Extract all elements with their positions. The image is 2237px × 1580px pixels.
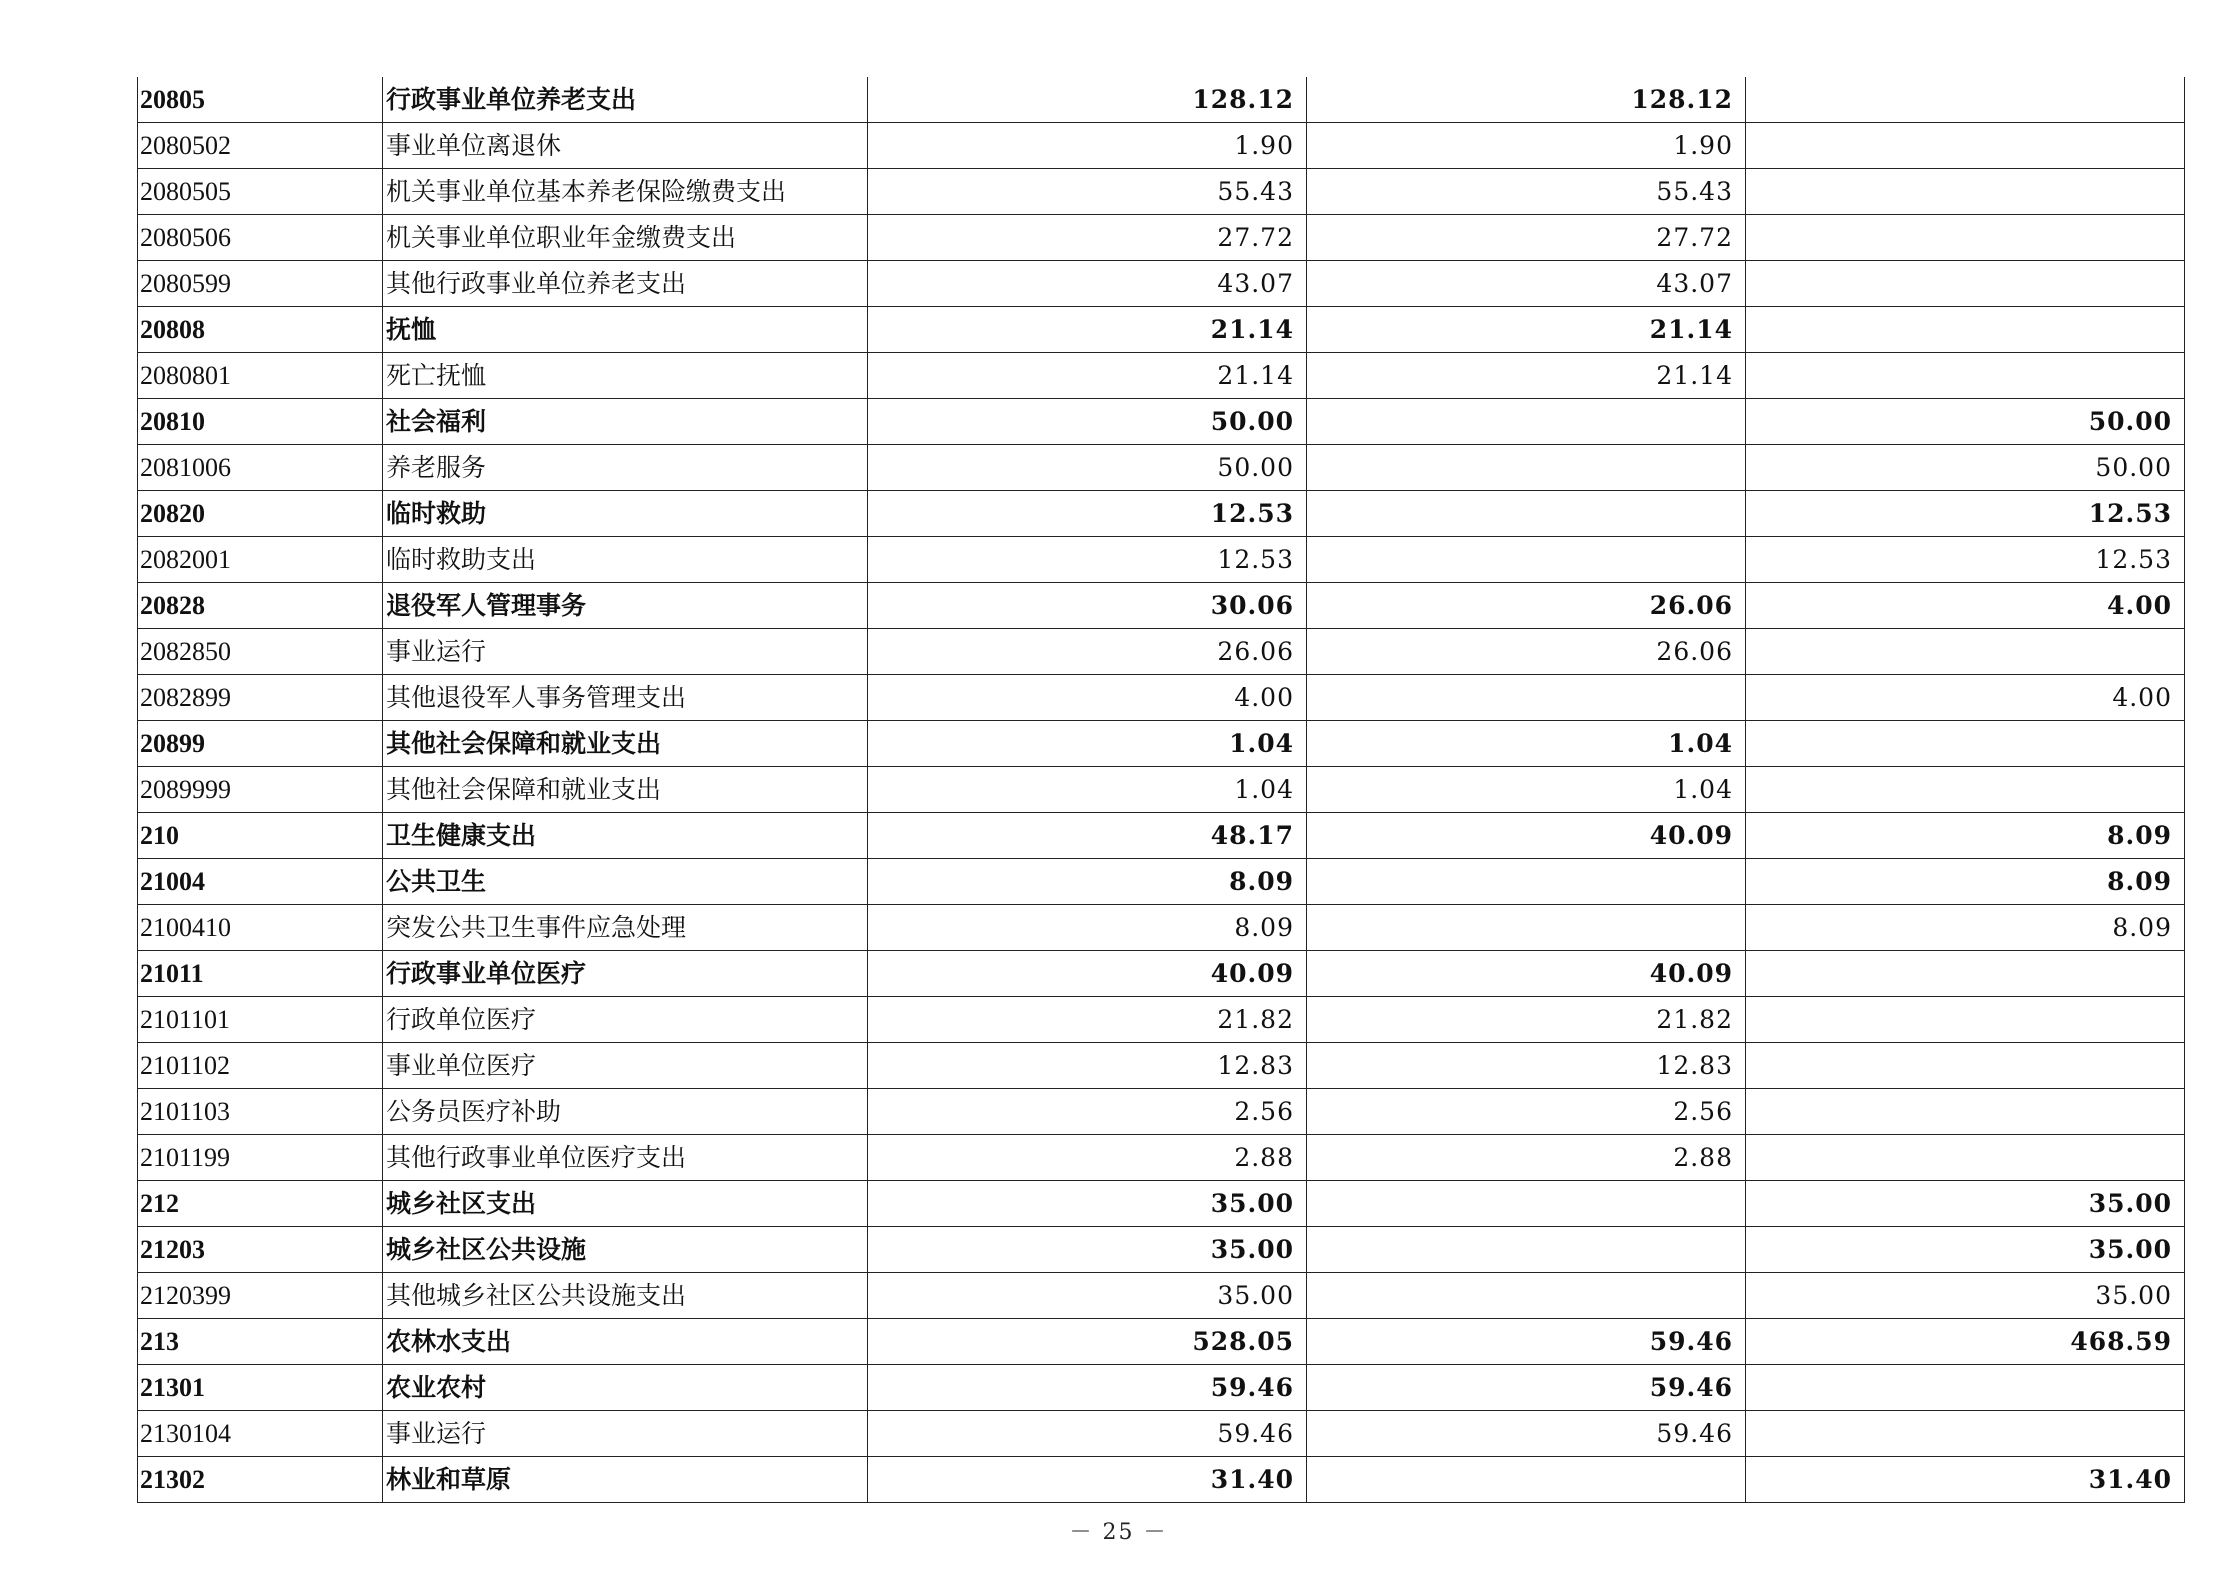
cell-basic: 43.07: [1307, 261, 1746, 307]
cell-total: 12.83: [868, 1043, 1307, 1089]
cell-name: 事业运行: [383, 1411, 868, 1457]
cell-code: 2080801: [138, 353, 383, 399]
cell-name: 退役军人管理事务: [383, 583, 868, 629]
cell-total: 21.14: [868, 307, 1307, 353]
page-number: － 25 －: [1069, 1520, 1168, 1545]
table-row: [138, 1089, 2185, 1135]
cell-project: [1746, 261, 2185, 307]
table-row: [138, 1365, 2185, 1411]
cell-code: 2101199: [138, 1135, 383, 1181]
cell-name: 机关事业单位基本养老保险缴费支出: [383, 169, 868, 215]
cell-basic: [1307, 905, 1746, 951]
cell-name: 其他城乡社区公共设施支出: [383, 1273, 868, 1319]
table-row: [138, 859, 2185, 905]
cell-basic: [1307, 675, 1746, 721]
table-row: [138, 1043, 2185, 1089]
cell-name: 卫生健康支出: [383, 813, 868, 859]
cell-total: 21.82: [868, 997, 1307, 1043]
cell-name: 行政事业单位养老支出: [383, 77, 868, 123]
cell-basic: 1.90: [1307, 123, 1746, 169]
cell-total: 27.72: [868, 215, 1307, 261]
cell-name: 城乡社区公共设施: [383, 1227, 868, 1273]
cell-basic: 2.88: [1307, 1135, 1746, 1181]
cell-name: 其他退役军人事务管理支出: [383, 675, 868, 721]
cell-code: 20899: [138, 721, 383, 767]
cell-total: 26.06: [868, 629, 1307, 675]
cell-code: 210: [138, 813, 383, 859]
cell-name: 行政事业单位医疗: [383, 951, 868, 997]
cell-total: 8.09: [868, 905, 1307, 951]
cell-total: 12.53: [868, 491, 1307, 537]
table-row: [138, 1411, 2185, 1457]
cell-basic: 21.82: [1307, 997, 1746, 1043]
cell-basic: 40.09: [1307, 951, 1746, 997]
cell-code: 2130104: [138, 1411, 383, 1457]
cell-code: 2082850: [138, 629, 383, 675]
cell-total: 2.56: [868, 1089, 1307, 1135]
cell-code: 21203: [138, 1227, 383, 1273]
cell-basic: [1307, 1273, 1746, 1319]
cell-total: 43.07: [868, 261, 1307, 307]
cell-project: 35.00: [1746, 1227, 2185, 1273]
cell-total: 50.00: [868, 399, 1307, 445]
cell-total: 30.06: [868, 583, 1307, 629]
table-row: [138, 1273, 2185, 1319]
cell-basic: [1307, 1181, 1746, 1227]
cell-project: 8.09: [1746, 813, 2185, 859]
cell-total: 35.00: [868, 1181, 1307, 1227]
cell-name: 养老服务: [383, 445, 868, 491]
cell-total: 128.12: [868, 77, 1307, 123]
cell-name: 城乡社区支出: [383, 1181, 868, 1227]
table-row: [138, 399, 2185, 445]
cell-basic: 128.12: [1307, 77, 1746, 123]
cell-project: [1746, 169, 2185, 215]
cell-total: 31.40: [868, 1457, 1307, 1503]
cell-code: 21011: [138, 951, 383, 997]
cell-project: 35.00: [1746, 1181, 2185, 1227]
table-row: [138, 261, 2185, 307]
cell-total: 2.88: [868, 1135, 1307, 1181]
cell-name: 事业运行: [383, 629, 868, 675]
cell-code: 2120399: [138, 1273, 383, 1319]
table-row: [138, 721, 2185, 767]
table-row: [138, 307, 2185, 353]
table-row: [138, 123, 2185, 169]
cell-name: 林业和草原: [383, 1457, 868, 1503]
cell-code: 20828: [138, 583, 383, 629]
table-row: [138, 353, 2185, 399]
cell-basic: 21.14: [1307, 353, 1746, 399]
cell-code: 2080506: [138, 215, 383, 261]
cell-project: 12.53: [1746, 537, 2185, 583]
cell-total: 35.00: [868, 1227, 1307, 1273]
cell-name: 抚恤: [383, 307, 868, 353]
cell-code: 21302: [138, 1457, 383, 1503]
cell-project: 8.09: [1746, 905, 2185, 951]
table-row: [138, 1227, 2185, 1273]
table-row: [138, 813, 2185, 859]
table-row: [138, 215, 2185, 261]
cell-code: 2082899: [138, 675, 383, 721]
cell-basic: [1307, 1457, 1746, 1503]
cell-project: [1746, 1411, 2185, 1457]
cell-basic: 26.06: [1307, 583, 1746, 629]
cell-basic: 40.09: [1307, 813, 1746, 859]
table-row: [138, 629, 2185, 675]
cell-code: 2080599: [138, 261, 383, 307]
cell-basic: [1307, 445, 1746, 491]
table-row: [138, 169, 2185, 215]
cell-basic: 21.14: [1307, 307, 1746, 353]
cell-basic: 27.72: [1307, 215, 1746, 261]
cell-total: 59.46: [868, 1365, 1307, 1411]
cell-code: 2101103: [138, 1089, 383, 1135]
table-row: [138, 583, 2185, 629]
cell-code: 2081006: [138, 445, 383, 491]
cell-total: 8.09: [868, 859, 1307, 905]
cell-name: 死亡抚恤: [383, 353, 868, 399]
cell-total: 21.14: [868, 353, 1307, 399]
cell-total: 59.46: [868, 1411, 1307, 1457]
cell-code: 21004: [138, 859, 383, 905]
cell-project: [1746, 77, 2185, 123]
cell-basic: 1.04: [1307, 767, 1746, 813]
cell-total: 1.04: [868, 767, 1307, 813]
cell-project: [1746, 353, 2185, 399]
cell-basic: [1307, 537, 1746, 583]
cell-project: 12.53: [1746, 491, 2185, 537]
cell-project: [1746, 123, 2185, 169]
cell-total: 40.09: [868, 951, 1307, 997]
cell-project: [1746, 215, 2185, 261]
cell-total: 12.53: [868, 537, 1307, 583]
table-row: [138, 77, 2185, 123]
cell-code: 20810: [138, 399, 383, 445]
table-row: [138, 1457, 2185, 1503]
cell-project: [1746, 767, 2185, 813]
cell-total: 1.04: [868, 721, 1307, 767]
cell-code: 213: [138, 1319, 383, 1365]
table-row: [138, 445, 2185, 491]
table-row: [138, 767, 2185, 813]
cell-basic: [1307, 859, 1746, 905]
cell-project: 4.00: [1746, 583, 2185, 629]
cell-project: [1746, 997, 2185, 1043]
cell-project: [1746, 1365, 2185, 1411]
cell-total: 50.00: [868, 445, 1307, 491]
cell-name: 公共卫生: [383, 859, 868, 905]
table-row: [138, 537, 2185, 583]
cell-name: 突发公共卫生事件应急处理: [383, 905, 868, 951]
cell-name: 其他社会保障和就业支出: [383, 721, 868, 767]
table-row: [138, 1319, 2185, 1365]
cell-basic: [1307, 491, 1746, 537]
cell-name: 其他行政事业单位医疗支出: [383, 1135, 868, 1181]
cell-code: 20805: [138, 77, 383, 123]
cell-total: 35.00: [868, 1273, 1307, 1319]
cell-name: 事业单位离退休: [383, 123, 868, 169]
cell-name: 行政单位医疗: [383, 997, 868, 1043]
cell-total: 48.17: [868, 813, 1307, 859]
cell-project: 35.00: [1746, 1273, 2185, 1319]
table-row: [138, 491, 2185, 537]
cell-code: 21301: [138, 1365, 383, 1411]
cell-basic: 12.83: [1307, 1043, 1746, 1089]
cell-project: [1746, 1089, 2185, 1135]
cell-name: 农林水支出: [383, 1319, 868, 1365]
cell-project: [1746, 951, 2185, 997]
cell-project: [1746, 1043, 2185, 1089]
budget-table: [137, 77, 2185, 1503]
cell-name: 社会福利: [383, 399, 868, 445]
table-body: [138, 77, 2185, 1503]
cell-total: 528.05: [868, 1319, 1307, 1365]
cell-basic: 55.43: [1307, 169, 1746, 215]
cell-total: 1.90: [868, 123, 1307, 169]
cell-project: 468.59: [1746, 1319, 2185, 1365]
cell-name: 其他社会保障和就业支出: [383, 767, 868, 813]
table-row: [138, 997, 2185, 1043]
cell-basic: 59.46: [1307, 1411, 1746, 1457]
cell-code: 2101102: [138, 1043, 383, 1089]
table-row: [138, 1135, 2185, 1181]
cell-basic: [1307, 1227, 1746, 1273]
cell-project: 4.00: [1746, 675, 2185, 721]
cell-name: 临时救助支出: [383, 537, 868, 583]
cell-name: 机关事业单位职业年金缴费支出: [383, 215, 868, 261]
cell-project: 8.09: [1746, 859, 2185, 905]
table-row: [138, 675, 2185, 721]
cell-name: 其他行政事业单位养老支出: [383, 261, 868, 307]
cell-name: 临时救助: [383, 491, 868, 537]
cell-name: 事业单位医疗: [383, 1043, 868, 1089]
cell-project: 31.40: [1746, 1457, 2185, 1503]
cell-code: 2089999: [138, 767, 383, 813]
cell-basic: [1307, 399, 1746, 445]
table-row: [138, 1181, 2185, 1227]
cell-code: 2082001: [138, 537, 383, 583]
cell-project: 50.00: [1746, 445, 2185, 491]
cell-project: [1746, 629, 2185, 675]
cell-total: 55.43: [868, 169, 1307, 215]
cell-basic: 1.04: [1307, 721, 1746, 767]
cell-code: 212: [138, 1181, 383, 1227]
table-row: [138, 905, 2185, 951]
cell-code: 2100410: [138, 905, 383, 951]
cell-code: 2080505: [138, 169, 383, 215]
cell-code: 2080502: [138, 123, 383, 169]
cell-project: [1746, 307, 2185, 353]
cell-basic: 59.46: [1307, 1319, 1746, 1365]
cell-basic: 59.46: [1307, 1365, 1746, 1411]
cell-project: [1746, 1135, 2185, 1181]
cell-code: 20808: [138, 307, 383, 353]
cell-total: 4.00: [868, 675, 1307, 721]
table-row: [138, 951, 2185, 997]
cell-project: 50.00: [1746, 399, 2185, 445]
cell-basic: 26.06: [1307, 629, 1746, 675]
cell-project: [1746, 721, 2185, 767]
cell-code: 2101101: [138, 997, 383, 1043]
cell-name: 农业农村: [383, 1365, 868, 1411]
cell-code: 20820: [138, 491, 383, 537]
cell-name: 公务员医疗补助: [383, 1089, 868, 1135]
cell-basic: 2.56: [1307, 1089, 1746, 1135]
